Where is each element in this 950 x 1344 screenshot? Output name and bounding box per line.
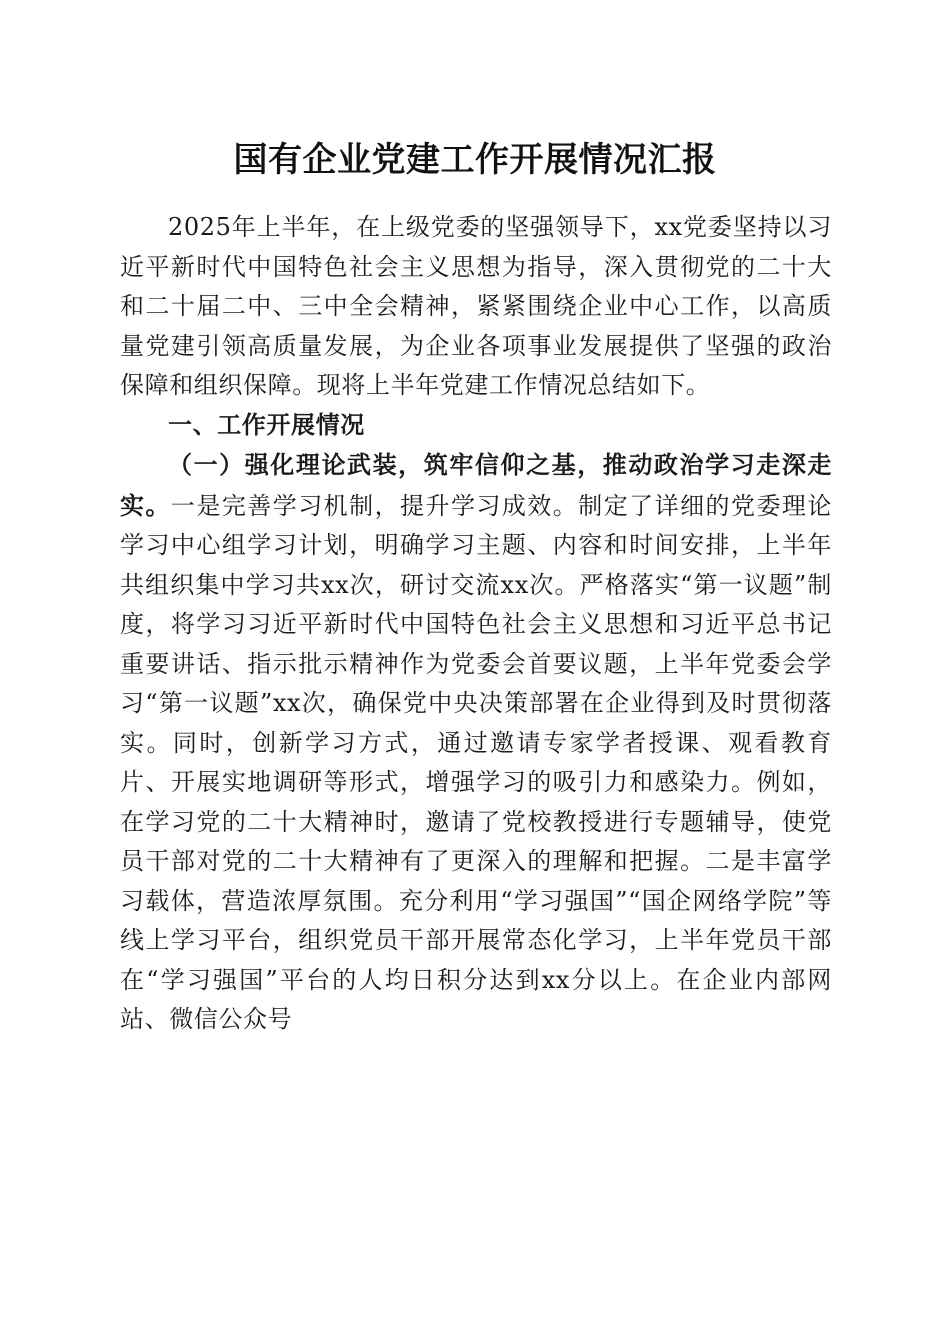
subsection-heading: （一）强化理论武装，筑牢信仰之基，推动政治学习走深走实。	[120, 450, 832, 520]
section-heading: 一、工作开展情况	[168, 410, 365, 439]
subsection-body: 一是完善学习机制，提升学习成效。制定了详细的党委理论学习中心组学习计划，明确学习主题、内容和时间安排，上半年共组织集中学习共xx次，研讨交流xx次。严格落实“第一议题”制度，将学习习近平新时代中国特色社会主义思想和习近平总书记重要讲话、指示批示精神作为党委会首要议题，上半年党委会学习“第一议题”xx次，确保党中央决策部署在企业得到及时贯彻落实。同时，创新学习方式，通过邀请专家学者授课、观看教育片、开展实地调研等形式，增强学习的吸引力和感染力。例如，在学习党的二十大精神时，邀请了党校教授进行专题辅导，使党员干部对党的二十大精神有了更深入的理解和把握。二是丰富学习载体，营造浓厚氛围。充分利用“学习强国”“国企网络学院”等线上学习平台，组织党员干部开展常态化学习，上半年党员干部在“学习强国”平台的人均日积分达到xx分以上。在企业内部网站、微信公众号	[120, 491, 832, 1033]
document-title: 国有企业党建工作开展情况汇报	[233, 140, 717, 180]
document-body	[120, 208, 832, 1040]
intro-paragraph: 2025年上半年，在上级党委的坚强领导下，xx党委坚持以习近平新时代中国特色社会主义思想为指导，深入贯彻党的二十大和二十届二中、三中全会精神，紧紧围绕企业中心工作，以高质量党建引领高质量发展，为企业各项事业发展提供了坚强的政治保障和组织保障。现将上半年党建工作情况总结如下。	[120, 213, 832, 399]
subsection-paragraph	[120, 445, 832, 1040]
